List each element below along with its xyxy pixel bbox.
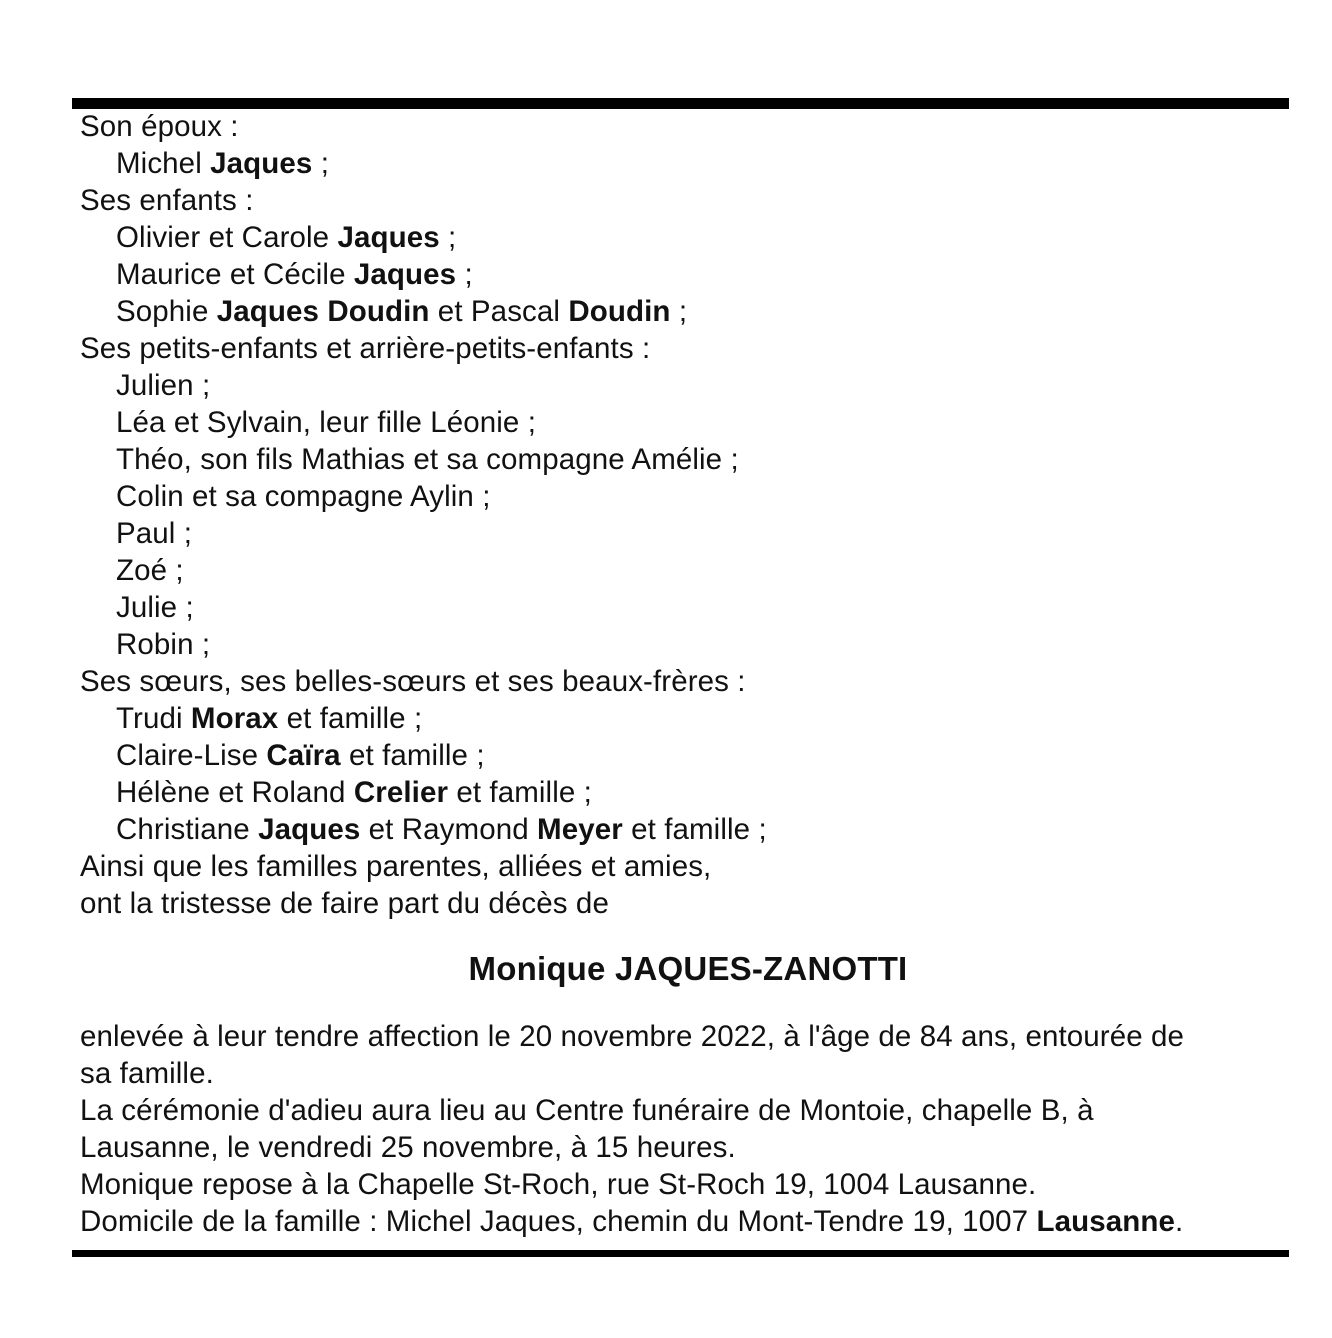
- notice-content: [80, 108, 1296, 1240]
- text-segment: et famille ;: [340, 739, 485, 772]
- notice-line: [80, 737, 1296, 774]
- text-segment: Jaques: [210, 147, 313, 180]
- notice-line: [80, 367, 1296, 404]
- notice-line: [80, 330, 1296, 367]
- text-segment: Maurice et Cécile: [116, 258, 354, 291]
- text-segment: enlevée à leur tendre affection le 20 novembre 2022, à l'âge de 84 ans, entourée de: [80, 1020, 1185, 1053]
- notice-line: [80, 589, 1296, 626]
- text-segment: Caïra: [266, 739, 341, 772]
- detail-lines-block: [80, 1018, 1296, 1240]
- text-segment: et famille ;: [622, 813, 767, 846]
- notice-line: [80, 441, 1296, 478]
- notice-line: [80, 626, 1296, 663]
- notice-line: [80, 1055, 1296, 1092]
- text-segment: Ses enfants :: [80, 184, 254, 217]
- notice-line: [80, 1092, 1296, 1129]
- text-segment: Michel: [116, 147, 211, 180]
- text-segment: Lausanne: [1036, 1205, 1176, 1238]
- text-segment: Christiane: [116, 813, 259, 846]
- text-segment: et Raymond: [360, 813, 538, 846]
- text-segment: ;: [439, 221, 457, 254]
- text-segment: Domicile de la famille : Michel Jaques, chemin du Mont-Tendre 19, 1007: [80, 1205, 1037, 1238]
- notice-line: [80, 108, 1296, 145]
- notice-line: [80, 1018, 1296, 1055]
- notice-line: [80, 663, 1296, 700]
- notice-line: [80, 811, 1296, 848]
- notice-line: [80, 478, 1296, 515]
- notice-line: [80, 256, 1296, 293]
- notice-line: [80, 1129, 1296, 1166]
- notice-line: [80, 848, 1296, 885]
- notice-line: [80, 774, 1296, 811]
- notice-line: [80, 182, 1296, 219]
- text-segment: Paul ;: [116, 517, 193, 550]
- text-segment: et famille ;: [448, 776, 592, 809]
- notice-line: [80, 1203, 1296, 1240]
- text-segment: La cérémonie d'adieu aura lieu au Centre funéraire de Montoie, chapelle B, à: [80, 1094, 1094, 1127]
- text-segment: sa famille.: [80, 1057, 214, 1090]
- text-segment: Julie ;: [116, 591, 194, 624]
- text-segment: et Pascal: [429, 295, 569, 328]
- text-segment: Crelier: [353, 776, 449, 809]
- notice-line: [80, 219, 1296, 256]
- text-segment: .: [1175, 1205, 1184, 1238]
- text-segment: Jaques Doudin: [216, 295, 430, 328]
- text-segment: Léa et Sylvain, leur fille Léonie ;: [116, 406, 537, 439]
- text-segment: Jaques: [337, 221, 440, 254]
- text-segment: Jaques: [353, 258, 457, 291]
- notice-line: [80, 700, 1296, 737]
- notice-line: [80, 404, 1296, 441]
- text-segment: ;: [670, 295, 688, 328]
- bottom-horizontal-rule: [72, 1250, 1289, 1257]
- deceased-name-title: Monique JAQUES-ZANOTTI: [468, 950, 908, 987]
- text-segment: Son époux :: [80, 110, 239, 143]
- text-segment: et famille ;: [278, 702, 423, 735]
- text-segment: Robin ;: [116, 628, 211, 661]
- text-segment: Sophie: [116, 295, 217, 328]
- notice-line: [80, 515, 1296, 552]
- text-segment: Morax: [190, 702, 279, 735]
- text-segment: Trudi: [116, 702, 191, 735]
- text-segment: ont la tristesse de faire part du décès de: [80, 887, 609, 920]
- text-segment: Ses sœurs, ses belles-sœurs et ses beaux-frères :: [80, 665, 746, 698]
- family-lines-block: [80, 108, 1296, 922]
- text-segment: Meyer: [537, 813, 623, 846]
- text-segment: ;: [312, 147, 329, 180]
- text-segment: Lausanne, le vendredi 25 novembre, à 15 heures.: [80, 1131, 736, 1164]
- text-segment: Ainsi que les familles parentes, alliées et amies,: [80, 850, 712, 883]
- notice-line: [80, 145, 1296, 182]
- text-segment: Théo, son fils Mathias et sa compagne Amélie ;: [116, 443, 739, 476]
- text-segment: Doudin: [568, 295, 671, 328]
- text-segment: Ses petits-enfants et arrière-petits-enfants :: [80, 332, 651, 365]
- notice-line: [80, 885, 1296, 922]
- text-segment: Jaques: [258, 813, 361, 846]
- notice-line: [80, 1166, 1296, 1203]
- text-segment: ;: [456, 258, 473, 291]
- text-segment: Hélène et Roland: [116, 776, 354, 809]
- text-segment: Julien ;: [116, 369, 211, 402]
- text-segment: Zoé ;: [116, 554, 184, 587]
- text-segment: Olivier et Carole: [116, 221, 338, 254]
- text-segment: Monique repose à la Chapelle St-Roch, rue St-Roch 19, 1004 Lausanne.: [80, 1168, 1037, 1201]
- text-segment: Colin et sa compagne Aylin ;: [116, 480, 491, 513]
- text-segment: Claire-Lise: [116, 739, 267, 772]
- notice-line: [80, 552, 1296, 589]
- notice-line: [80, 293, 1296, 330]
